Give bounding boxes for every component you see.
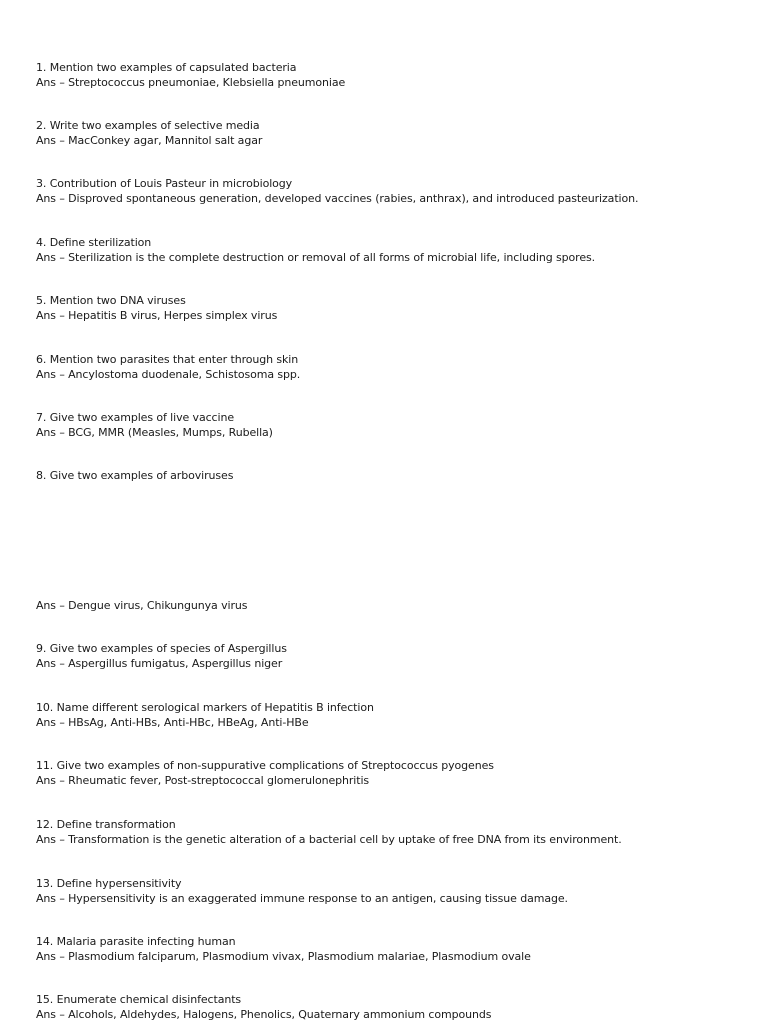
answer-text: Ans – Sterilization is the complete destruction or removal of all forms of microbial life, including spores. [36, 251, 596, 264]
question-text: 14. Malaria parasite infecting human [36, 935, 236, 948]
qa-item [36, 293, 748, 323]
qa-item [36, 468, 748, 613]
question-text: 10. Name different serological markers of Hepatitis B infection [36, 701, 374, 714]
answer-text: Ans – Hypersensitivity is an exaggerated immune response to an antigen, causing tissue damage. [36, 892, 568, 905]
qa-item [36, 410, 748, 440]
answer-text: Ans – Dengue virus, Chikungunya virus [36, 599, 248, 612]
qa-item [36, 758, 748, 788]
qa-item [36, 352, 748, 382]
answer-text: Ans – Ancylostoma duodenale, Schistosoma spp. [36, 368, 301, 381]
qa-item [36, 176, 748, 206]
qa-item [36, 934, 748, 964]
answer-text: Ans – Disproved spontaneous generation, developed vaccines (rabies, anthrax), and introduced pasteurization. [36, 192, 639, 205]
answer-text: Ans – Plasmodium falciparum, Plasmodium vivax, Plasmodium malariae, Plasmodium ovale [36, 950, 531, 963]
answer-text: Ans – HBsAg, Anti-HBs, Anti-HBc, HBeAg, Anti-HBe [36, 716, 309, 729]
answer-text: Ans – BCG, MMR (Measles, Mumps, Rubella) [36, 426, 273, 439]
qa-item [36, 60, 748, 90]
question-text: 11. Give two examples of non-suppurative complications of Streptococcus pyogenes [36, 759, 494, 772]
qa-item [36, 700, 748, 730]
qa-item [36, 817, 748, 847]
question-text: 15. Enumerate chemical disinfectants [36, 993, 242, 1006]
question-text: 6. Mention two parasites that enter through skin [36, 353, 299, 366]
question-text: 2. Write two examples of selective media [36, 119, 260, 132]
question-text: 8. Give two examples of arboviruses [36, 469, 234, 482]
answer-text: Ans – Transformation is the genetic alteration of a bacterial cell by uptake of free DNA from its environment. [36, 833, 622, 846]
question-text: 13. Define hypersensitivity [36, 877, 182, 890]
question-text: 9. Give two examples of species of Aspergillus [36, 642, 287, 655]
answer-text: Ans – Alcohols, Aldehydes, Halogens, Phenolics, Quaternary ammonium compounds [36, 1008, 492, 1021]
answer-text: Ans – MacConkey agar, Mannitol salt agar [36, 134, 263, 147]
answer-text: Ans – Hepatitis B virus, Herpes simplex virus [36, 309, 278, 322]
question-text: 4. Define sterilization [36, 236, 152, 249]
answer-text: Ans – Rheumatic fever, Post-streptococcal glomerulonephritis [36, 774, 370, 787]
answer-text: Ans – Aspergillus fumigatus, Aspergillus niger [36, 657, 283, 670]
qa-item [36, 876, 748, 906]
question-text: 12. Define transformation [36, 818, 176, 831]
question-text: 1. Mention two examples of capsulated bacteria [36, 61, 297, 74]
qa-item [36, 641, 748, 671]
question-text: 5. Mention two DNA viruses [36, 294, 186, 307]
answer-text: Ans – Streptococcus pneumoniae, Klebsiella pneumoniae [36, 76, 346, 89]
qa-item [36, 118, 748, 148]
question-text: 3. Contribution of Louis Pasteur in microbiology [36, 177, 293, 190]
question-text: 7. Give two examples of live vaccine [36, 411, 234, 424]
qa-item [36, 235, 748, 265]
qa-item [36, 992, 748, 1022]
